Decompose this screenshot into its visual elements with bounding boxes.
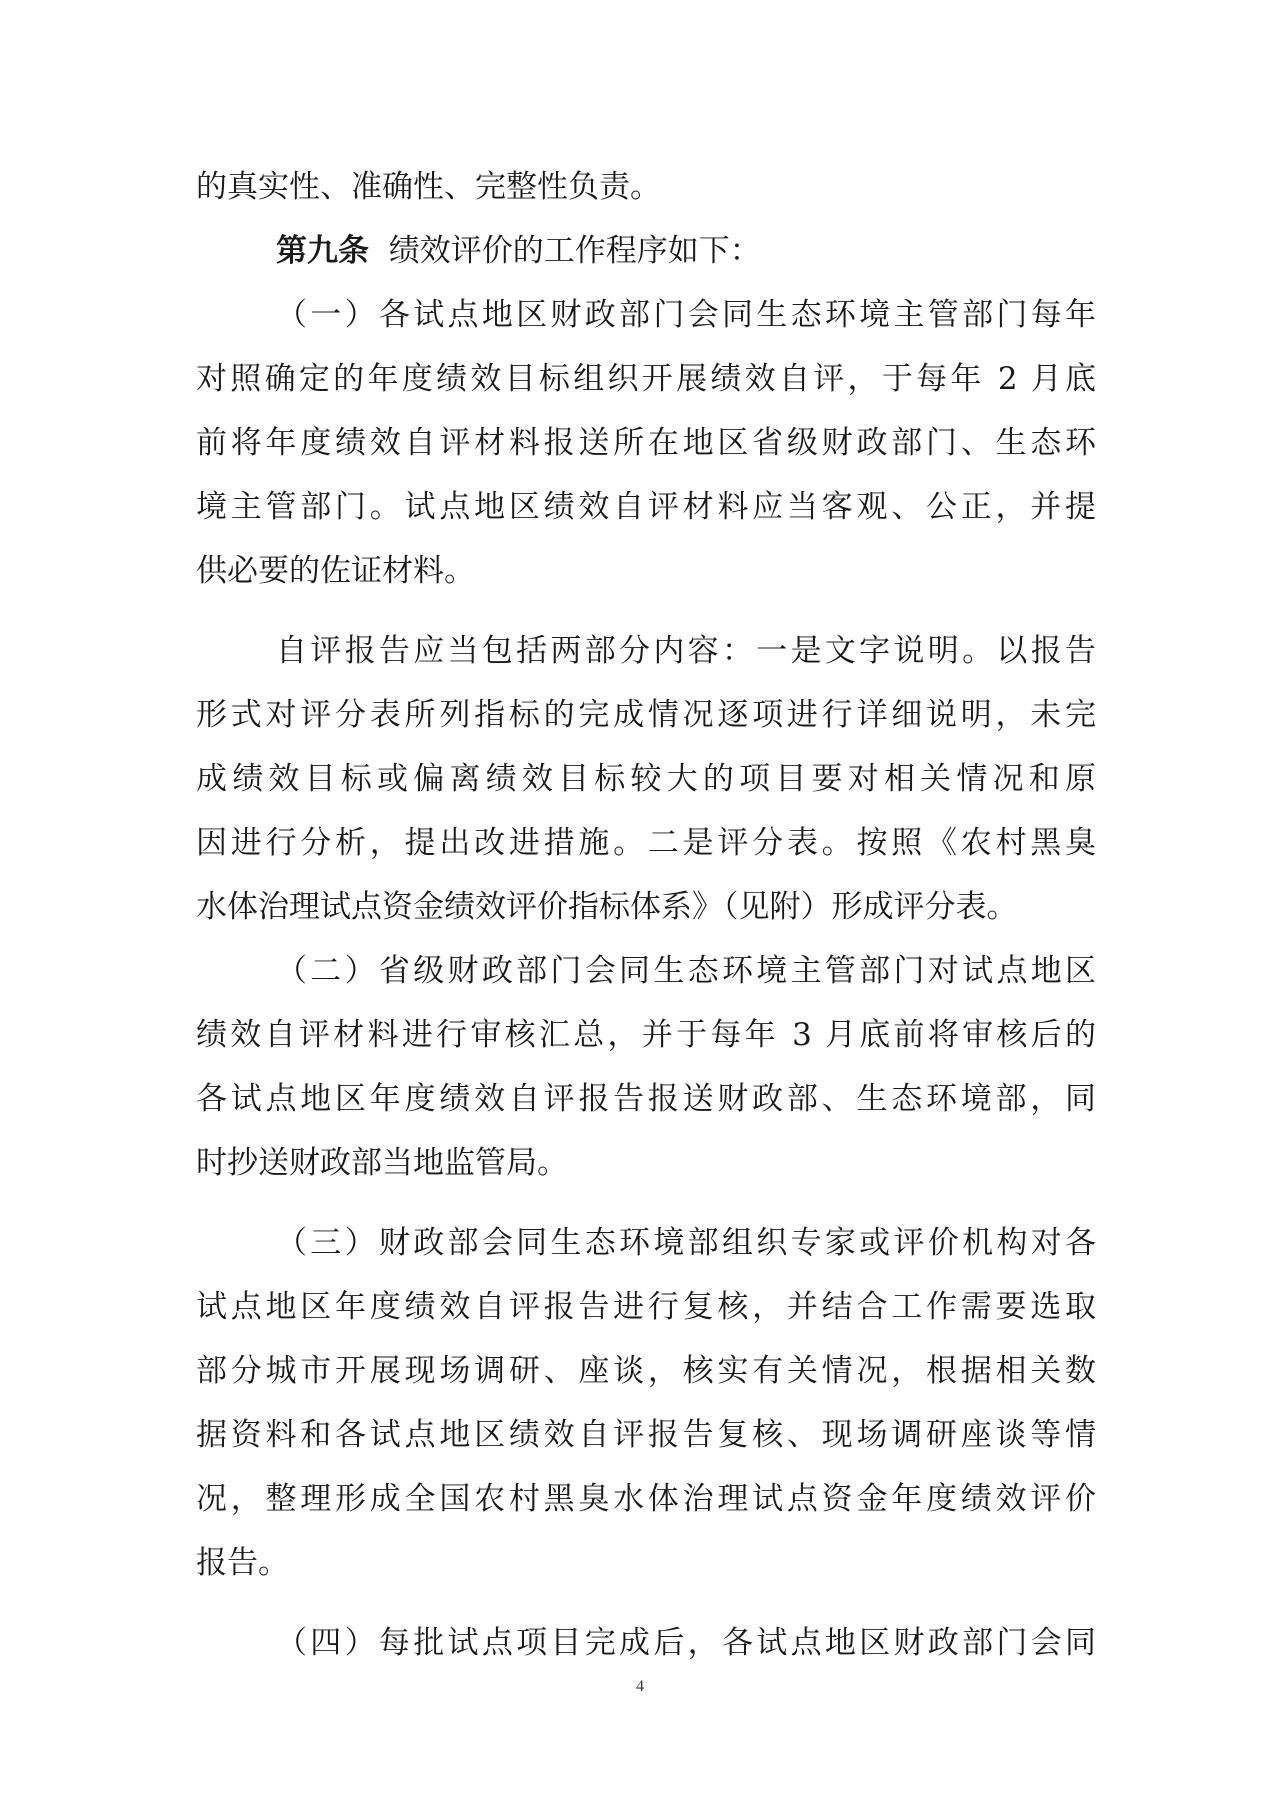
article-heading-text: 绩效评价的工作程序如下： [388, 233, 761, 269]
text-line: （四）每批试点项目完成后，各试点地区财政部门会同 [276, 1625, 1096, 1661]
text-line: 供必要的佐证材料。 [196, 553, 475, 589]
page-number: 4 [636, 1678, 644, 1695]
text-line: 绩效自评材料进行审核汇总，并于每年 3 月底前将审核后的 [196, 1017, 1096, 1053]
text-line: 部分城市开展现场调研、座谈，核实有关情况，根据相关数 [196, 1353, 1096, 1389]
text-line: 况，整理形成全国农村黑臭水体治理试点资金年度绩效评价 [196, 1481, 1096, 1517]
text-line: （一）各试点地区财政部门会同生态环境主管部门每年 [276, 297, 1096, 333]
text-line: 的真实性、准确性、完整性负责。 [196, 169, 661, 205]
body-text [196, 155, 1096, 1675]
text-line: 前将年度绩效自评材料报送所在地区省级财政部门、生态环 [196, 425, 1096, 461]
article-heading-line [196, 219, 1096, 283]
article-label: 第九条 [276, 233, 369, 269]
text-line: （三）财政部会同生态环境部组织专家或评价机构对各 [276, 1225, 1096, 1261]
text-line: 因进行分析，提出改进措施。二是评分表。按照《农村黑臭 [196, 825, 1096, 861]
text-line: 报告。 [196, 1545, 289, 1581]
text-line: 各试点地区年度绩效自评报告报送财政部、生态环境部，同 [196, 1081, 1096, 1117]
text-line: 时抄送财政部当地监管局。 [196, 1145, 568, 1181]
text-line: 自评报告应当包括两部分内容：一是文字说明。以报告 [276, 633, 1096, 669]
text-line: （二）省级财政部门会同生态环境主管部门对试点地区 [276, 953, 1096, 989]
text-line: 对照确定的年度绩效目标组织开展绩效自评，于每年 2 月底 [196, 361, 1096, 397]
text-line: 境主管部门。试点地区绩效自评材料应当客观、公正，并提 [196, 489, 1096, 525]
text-line: 成绩效目标或偏离绩效目标较大的项目要对相关情况和原 [196, 761, 1096, 797]
text-line: 试点地区年度绩效自评报告进行复核，并结合工作需要选取 [196, 1289, 1096, 1325]
text-line: 水体治理试点资金绩效评价指标体系》（见附）形成评分表。 [196, 889, 1018, 925]
text-line: 据资料和各试点地区绩效自评报告复核、现场调研座谈等情 [196, 1417, 1096, 1453]
text-line: 形式对评分表所列指标的完成情况逐项进行详细说明，未完 [196, 697, 1096, 733]
